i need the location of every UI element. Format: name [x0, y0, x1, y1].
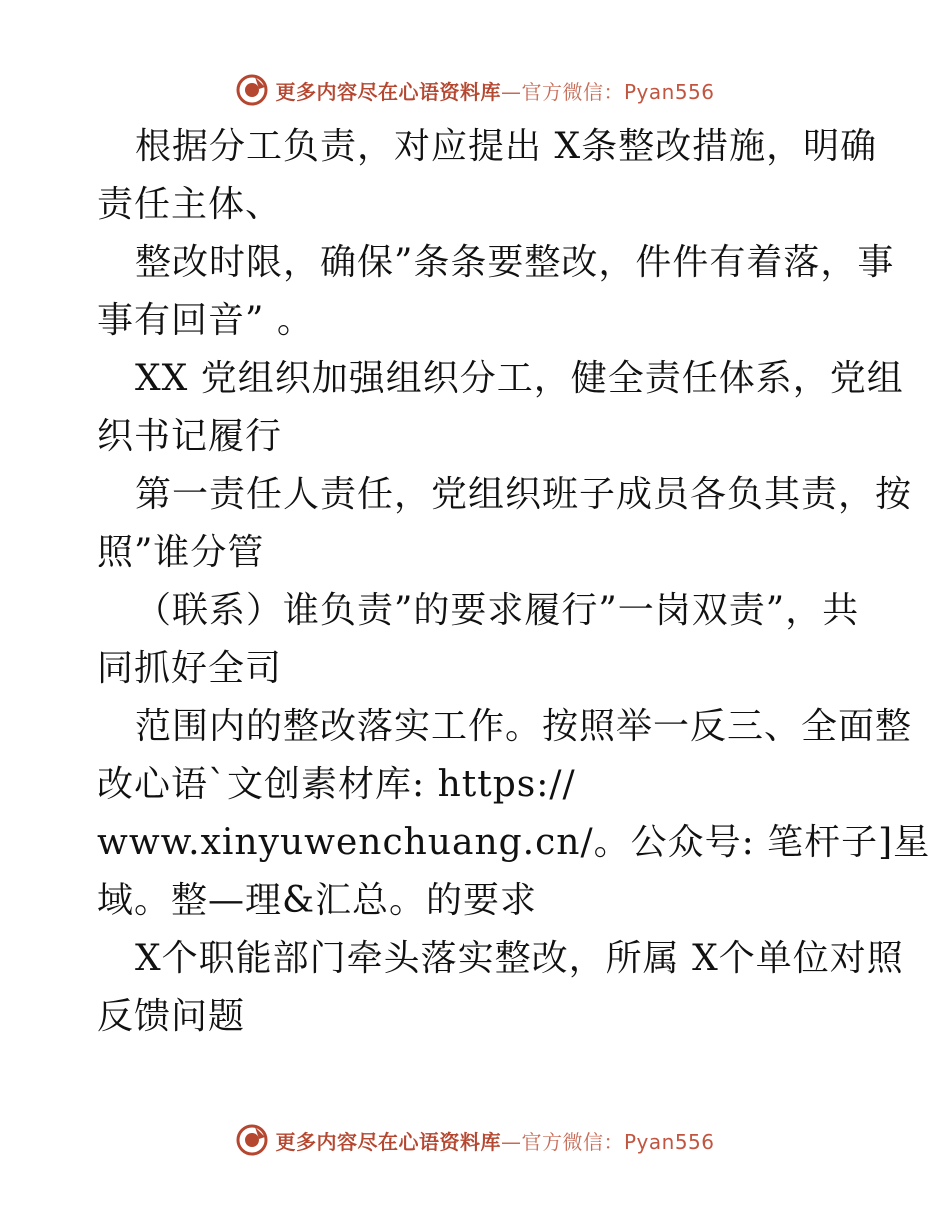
body-line: XX 党组织加强组织分工，健全责任体系，党组: [135, 358, 904, 399]
banner-separator: —: [500, 1129, 522, 1154]
banner-official-label: 官方微信：: [521, 79, 624, 104]
body-line: 域。整—理&汇总。的要求: [97, 880, 538, 921]
body-line: X个职能部门牵头落实整改，所属 X个单位对照: [135, 938, 904, 979]
footer-banner: [0, 1120, 950, 1160]
body-line: 事有回音” 。: [97, 300, 314, 341]
body-line: 第一责任人责任，党组织班子成员各负其责，按: [135, 474, 913, 515]
body-line: 范围内的整改落实工作。按照举一反三、全面整: [135, 706, 913, 747]
body-line: 反馈问题: [97, 996, 246, 1037]
body-line: 照”谁分管: [97, 532, 265, 573]
document-body: [97, 118, 931, 1046]
body-line: 责任主体、: [97, 184, 283, 225]
body-line: 织书记履行: [97, 416, 283, 457]
body-line: 同抓好全司: [97, 648, 283, 689]
banner-account: Pyan556: [623, 79, 715, 104]
logo-icon: [235, 1123, 269, 1157]
banner-main-text: 更多内容尽在心语资料库: [275, 1129, 501, 1154]
banner-separator: —: [500, 79, 522, 104]
header-banner: [0, 70, 950, 110]
body-line: 改心语`文创素材库: https://: [97, 764, 576, 805]
logo-icon: [235, 73, 269, 107]
body-line: www.xinyuwenchuang.cn/。公众号: 笔杆子]星: [97, 822, 931, 863]
banner-account: Pyan556: [623, 1129, 715, 1154]
banner-main-text: 更多内容尽在心语资料库: [275, 79, 501, 104]
body-line: 根据分工负责，对应提出 X条整改措施，明确: [135, 126, 878, 167]
banner-official-label: 官方微信：: [521, 1129, 624, 1154]
body-line: （联系）谁负责”的要求履行”一岗双责”，共: [135, 590, 860, 631]
body-line: 整改时限，确保”条条要整改，件件有着落，事: [135, 242, 895, 283]
